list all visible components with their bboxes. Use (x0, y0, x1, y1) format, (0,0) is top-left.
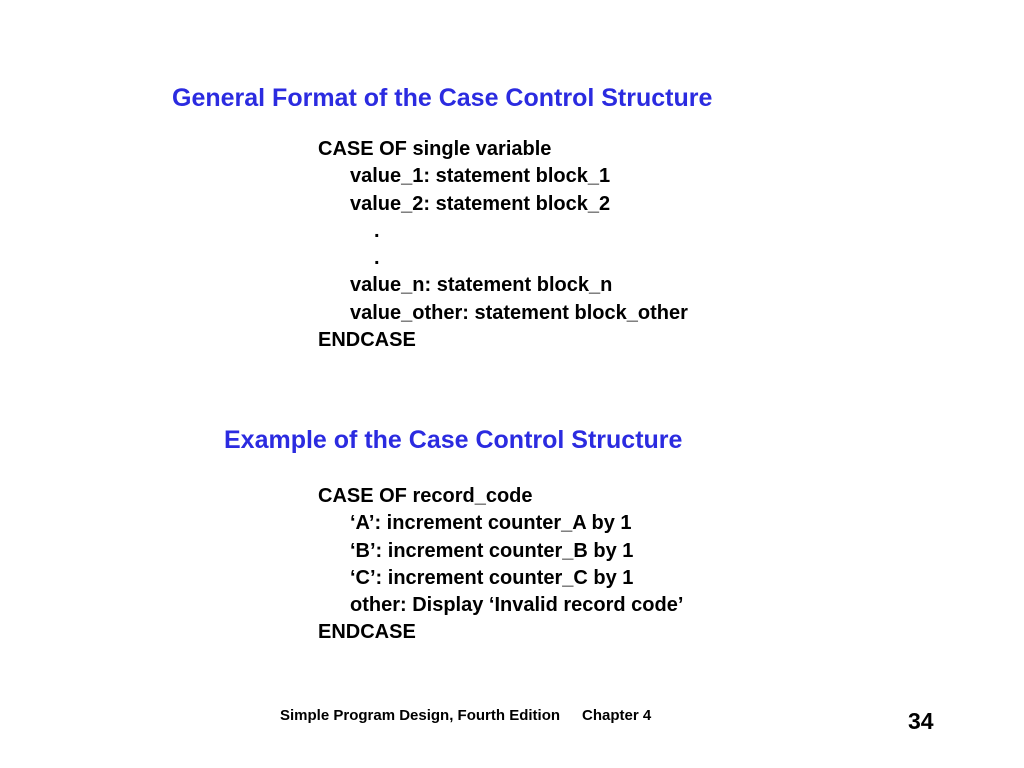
ellipsis-dot: . (374, 247, 380, 270)
general-format-code-block (318, 136, 688, 354)
code-line: ‘A’: increment counter_A by 1 (350, 512, 632, 535)
book-title: Simple Program Design, Fourth Edition (280, 707, 561, 724)
general-format-heading: General Format of the Case Control Structure (172, 84, 713, 112)
code-line: ENDCASE (318, 329, 416, 352)
code-line: other: Display ‘Invalid record code’ (350, 594, 684, 617)
slide-footer (280, 707, 651, 724)
code-line: CASE OF single variable (318, 138, 552, 160)
ellipsis-dot: . (374, 219, 380, 242)
code-line: value_n: statement block_n (350, 274, 613, 297)
page-number: 34 (908, 708, 934, 734)
example-code-block (318, 483, 683, 647)
code-line: value_other: statement block_other (350, 301, 688, 324)
chapter-label: Chapter 4 (582, 707, 652, 724)
code-line: CASE OF record_code (318, 485, 533, 507)
code-line: ‘B’: increment counter_B by 1 (350, 539, 634, 562)
code-line: ‘C’: increment counter_C by 1 (350, 566, 634, 589)
code-line: value_2: statement block_2 (350, 192, 611, 215)
example-heading: Example of the Case Control Structure (224, 426, 683, 454)
code-line: ENDCASE (318, 621, 416, 644)
code-line: value_1: statement block_1 (350, 165, 611, 188)
